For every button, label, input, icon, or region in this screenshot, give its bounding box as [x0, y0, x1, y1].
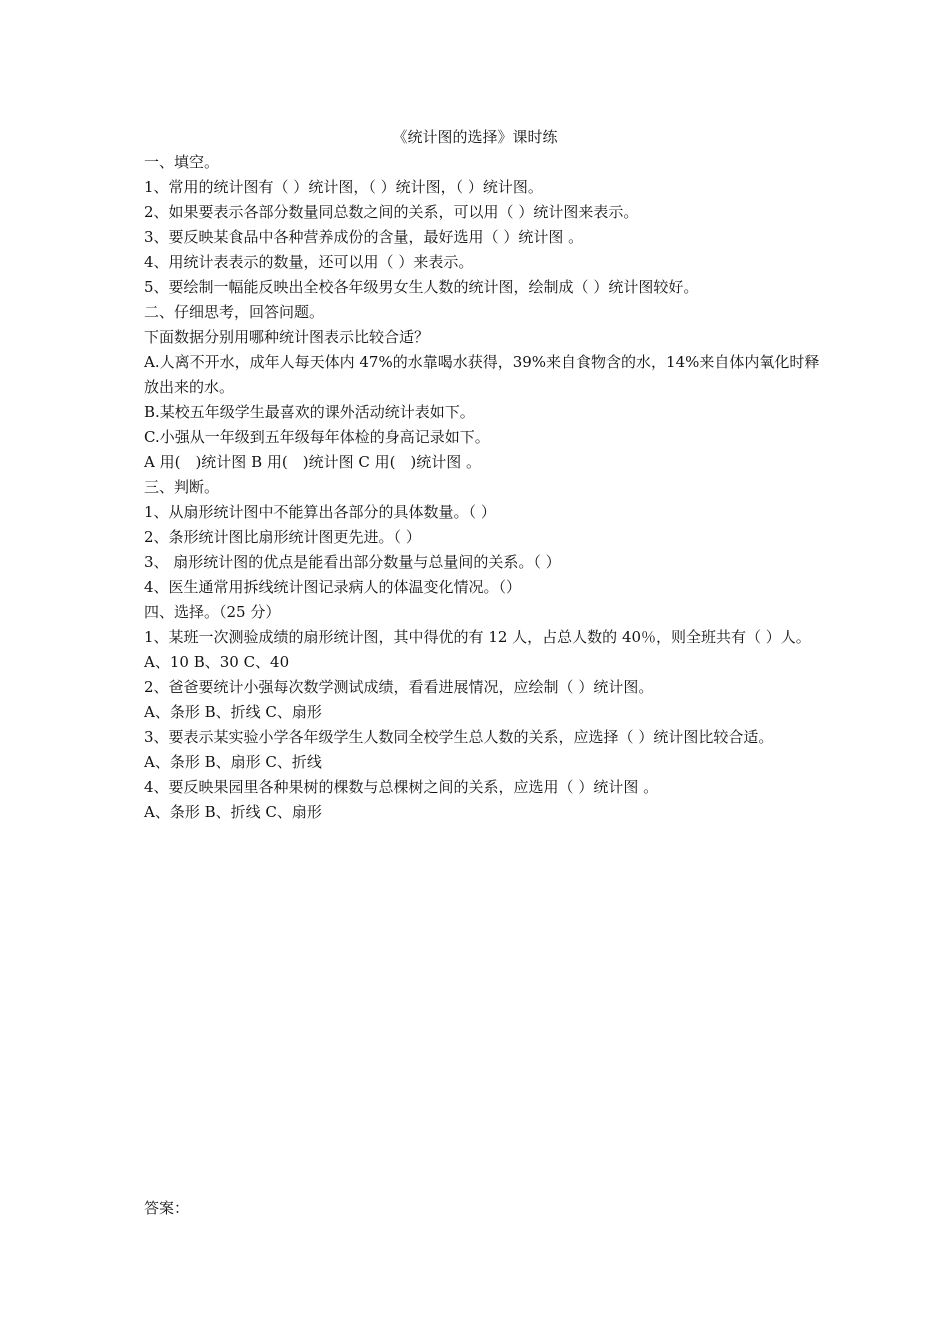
question-line: 1、常用的统计图有（ ）统计图，（ ）统计图，（ ）统计图。: [144, 178, 543, 196]
page-title: 《统计图的选择》课时练: [392, 128, 558, 146]
section-heading-choice: 四、选择。（25 分）: [144, 603, 281, 621]
question-line: 3、 扇形统计图的优点是能看出部分数量与总量间的关系。（ ）: [144, 553, 561, 571]
choice-options: A、条形 B、折线 C、扇形: [144, 803, 322, 821]
section-heading-judge: 三、判断。: [144, 478, 220, 496]
question-line: C.小强从一年级到五年级每年体检的身高记录如下。: [144, 428, 490, 446]
answer-blank-line: A 用( )统计图 B 用( )统计图 C 用( )统计图 。: [144, 453, 482, 471]
worksheet-body: [144, 150, 834, 825]
question-line: 2、如果要表示各部分数量同总数之间的关系，可以用（ ）统计图来表示。: [144, 203, 639, 221]
question-line: B.某校五年级学生最喜欢的课外活动统计表如下。: [144, 403, 475, 421]
question-line: 1、从扇形统计图中不能算出各部分的具体数量。（ ）: [144, 503, 496, 521]
question-line: 4、要反映果园里各种果树的棵数与总棵树之间的关系，应选用（ ）统计图 。: [144, 778, 659, 796]
question-line: A.人离不开水，成年人每天体内 47%的水靠喝水获得，39%来自食物含的水，14%来自体内氧化时释放出来的水。: [144, 353, 820, 396]
question-prompt: 下面数据分别用哪种统计图表示比较合适？: [144, 328, 430, 346]
question-line: 2、爸爸要统计小强每次数学测试成绩，看看进展情况，应绘制（ ）统计图。: [144, 678, 654, 696]
question-line: 2、条形统计图比扇形统计图更先进。（ ）: [144, 528, 421, 546]
question-line: 4、用统计表表示的数量，还可以用（ ）来表示。: [144, 253, 474, 271]
question-line: 4、医生通常用拆线统计图记录病人的体温变化情况。（）: [144, 578, 522, 596]
question-line: 3、要表示某实验小学各年级学生人数同全校学生总人数的关系，应选择（ ）统计图比较合适。: [144, 728, 774, 746]
question-line: 3、要反映某食品中各种营养成份的含量，最好选用（ ）统计图 。: [144, 228, 584, 246]
section-heading-fill-blank: 一、填空。: [144, 153, 220, 171]
answer-label: 答案：: [144, 1199, 190, 1217]
choice-options: A、10 B、30 C、40: [144, 653, 290, 671]
choice-options: A、条形 B、折线 C、扇形: [144, 703, 322, 721]
question-line: 5、要绘制一幅能反映出全校各年级男女生人数的统计图，绘制成（ ）统计图较好。: [144, 278, 699, 296]
question-line: 1、某班一次测验成绩的扇形统计图，其中得优的有 12 人，占总人数的 40％，则全班共有（ ）人。: [144, 628, 811, 646]
section-heading-think: 二、仔细思考，回答问题。: [144, 303, 325, 321]
choice-options: A、条形 B、扇形 C、折线: [144, 753, 322, 771]
